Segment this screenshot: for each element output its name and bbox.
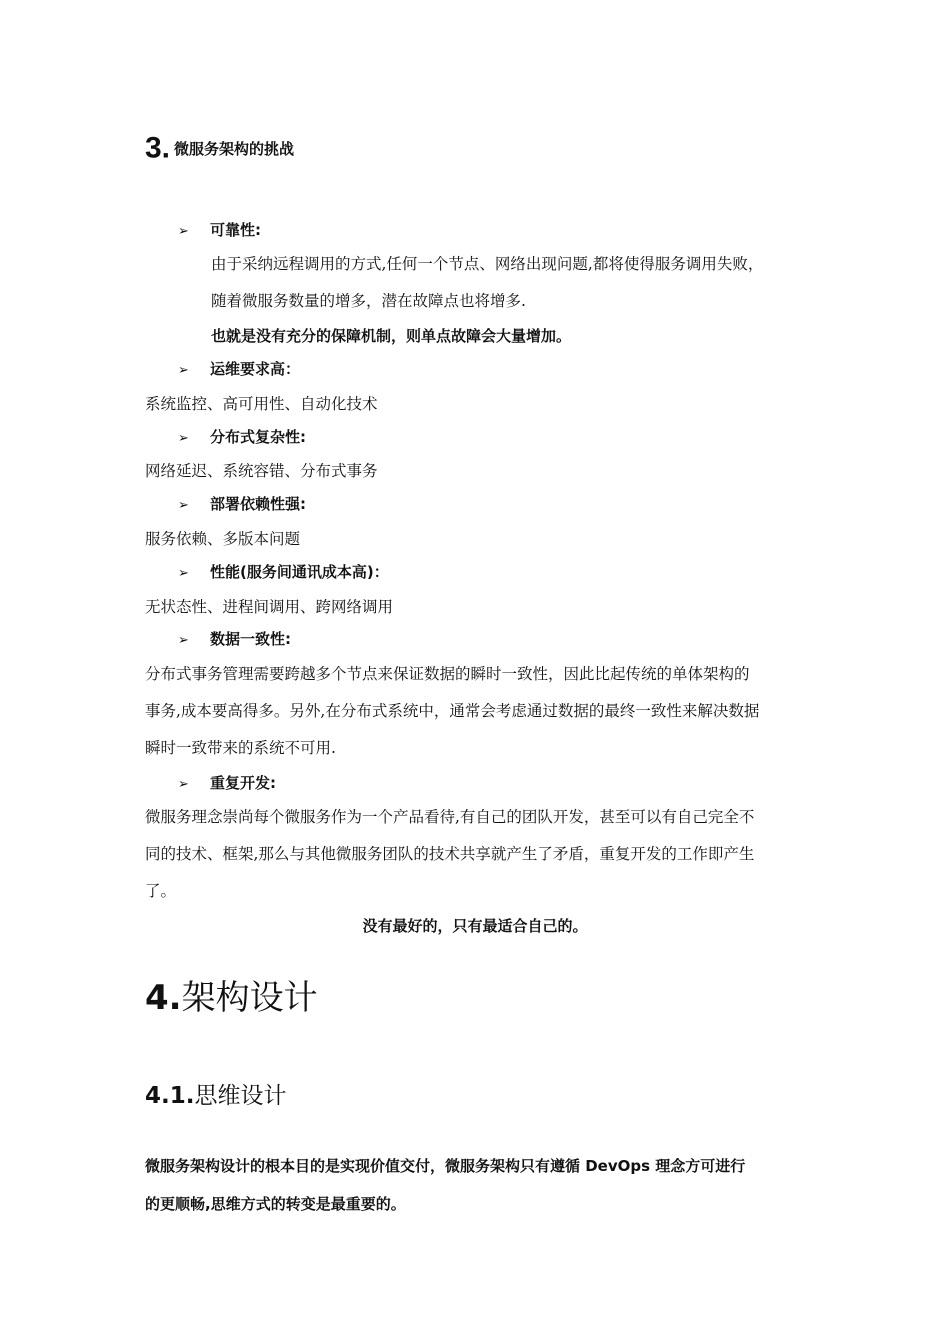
arrow-bullet-icon: ➢ — [178, 363, 189, 378]
paragraph-line: 微服务架构设计的根本目的是实现价值交付，微服务架构只有遵循 DevOps 理念方可进行 — [145, 1157, 746, 1175]
bullet-heading-distributed: ➢ 分布式复杂性: — [178, 425, 306, 449]
subsection-number: 4.1. — [145, 1083, 195, 1109]
bullet-heading-duplication: ➢ 重复开发: — [178, 771, 276, 795]
bullet-heading-ops: ➢ 运维要求高： — [178, 357, 300, 381]
emphasis-line: 也就是没有充分的保障机制，则单点故障会大量增加。 — [211, 327, 572, 345]
section-4-heading — [145, 972, 318, 1024]
arrow-bullet-icon: ➢ — [178, 777, 189, 792]
section-4-1-heading — [145, 1078, 286, 1114]
paragraph-line: 随着微服务数量的增多，潜在故障点也将增多. — [211, 292, 526, 310]
section-number: 3. — [145, 131, 171, 165]
paragraph-line: 由于采纳远程调用的方式,任何一个节点、网络出现问题,都将使得服务调用失败， — [211, 255, 764, 273]
section-number: 4. — [145, 978, 182, 1018]
arrow-bullet-icon: ➢ — [178, 566, 189, 581]
bullet-heading-deployment: ➢ 部署依赖性强: — [178, 492, 306, 516]
subsection-title: 思维设计 — [194, 1083, 287, 1109]
paragraph-line: 无状态性、进程间调用、跨网络调用 — [145, 598, 394, 616]
paragraph-line: 分布式事务管理需要跨越多个节点来保证数据的瞬时一致性，因此比起传统的单体架构的 — [145, 665, 750, 683]
section-title: 架构设计 — [181, 978, 318, 1018]
paragraph-line: 微服务理念崇尚每个微服务作为一个产品看待,有自己的团队开发，甚至可以有自己完全不 — [145, 808, 755, 826]
section-3-heading — [145, 128, 294, 168]
paragraph-line: 系统监控、高可用性、自动化技术 — [145, 395, 378, 413]
paragraph-line: 事务,成本要高得多。另外,在分布式系统中，通常会考虑通过数据的最终一致性来解决数据 — [145, 702, 760, 720]
bullet-heading-performance: ➢ 性能(服务间通讯成本高)： — [178, 560, 389, 584]
paragraph-line: 网络延迟、系统容错、分布式事务 — [145, 462, 378, 480]
section-title: 微服务架构的挑战 — [174, 139, 295, 158]
arrow-bullet-icon: ➢ — [178, 633, 189, 648]
arrow-bullet-icon: ➢ — [178, 498, 189, 513]
bullet-heading-reliability: ➢ 可靠性: — [178, 218, 261, 242]
arrow-bullet-icon: ➢ — [178, 224, 189, 239]
conclusion: 没有最好的，只有最适合自己的。 — [362, 917, 588, 935]
paragraph-line: 了。 — [145, 882, 177, 900]
arrow-bullet-icon: ➢ — [178, 431, 189, 446]
paragraph-line: 同的技术、框架,那么与其他微服务团队的技术共享就产生了矛盾，重复开发的工作即产生 — [145, 845, 755, 863]
bullet-heading-consistency: ➢ 数据一致性: — [178, 627, 291, 651]
paragraph-line: 瞬时一致带来的系统不可用. — [145, 739, 336, 757]
paragraph-line: 服务依赖、多版本问题 — [145, 530, 301, 548]
paragraph-line: 的更顺畅,思维方式的转变是最重要的。 — [145, 1195, 406, 1213]
